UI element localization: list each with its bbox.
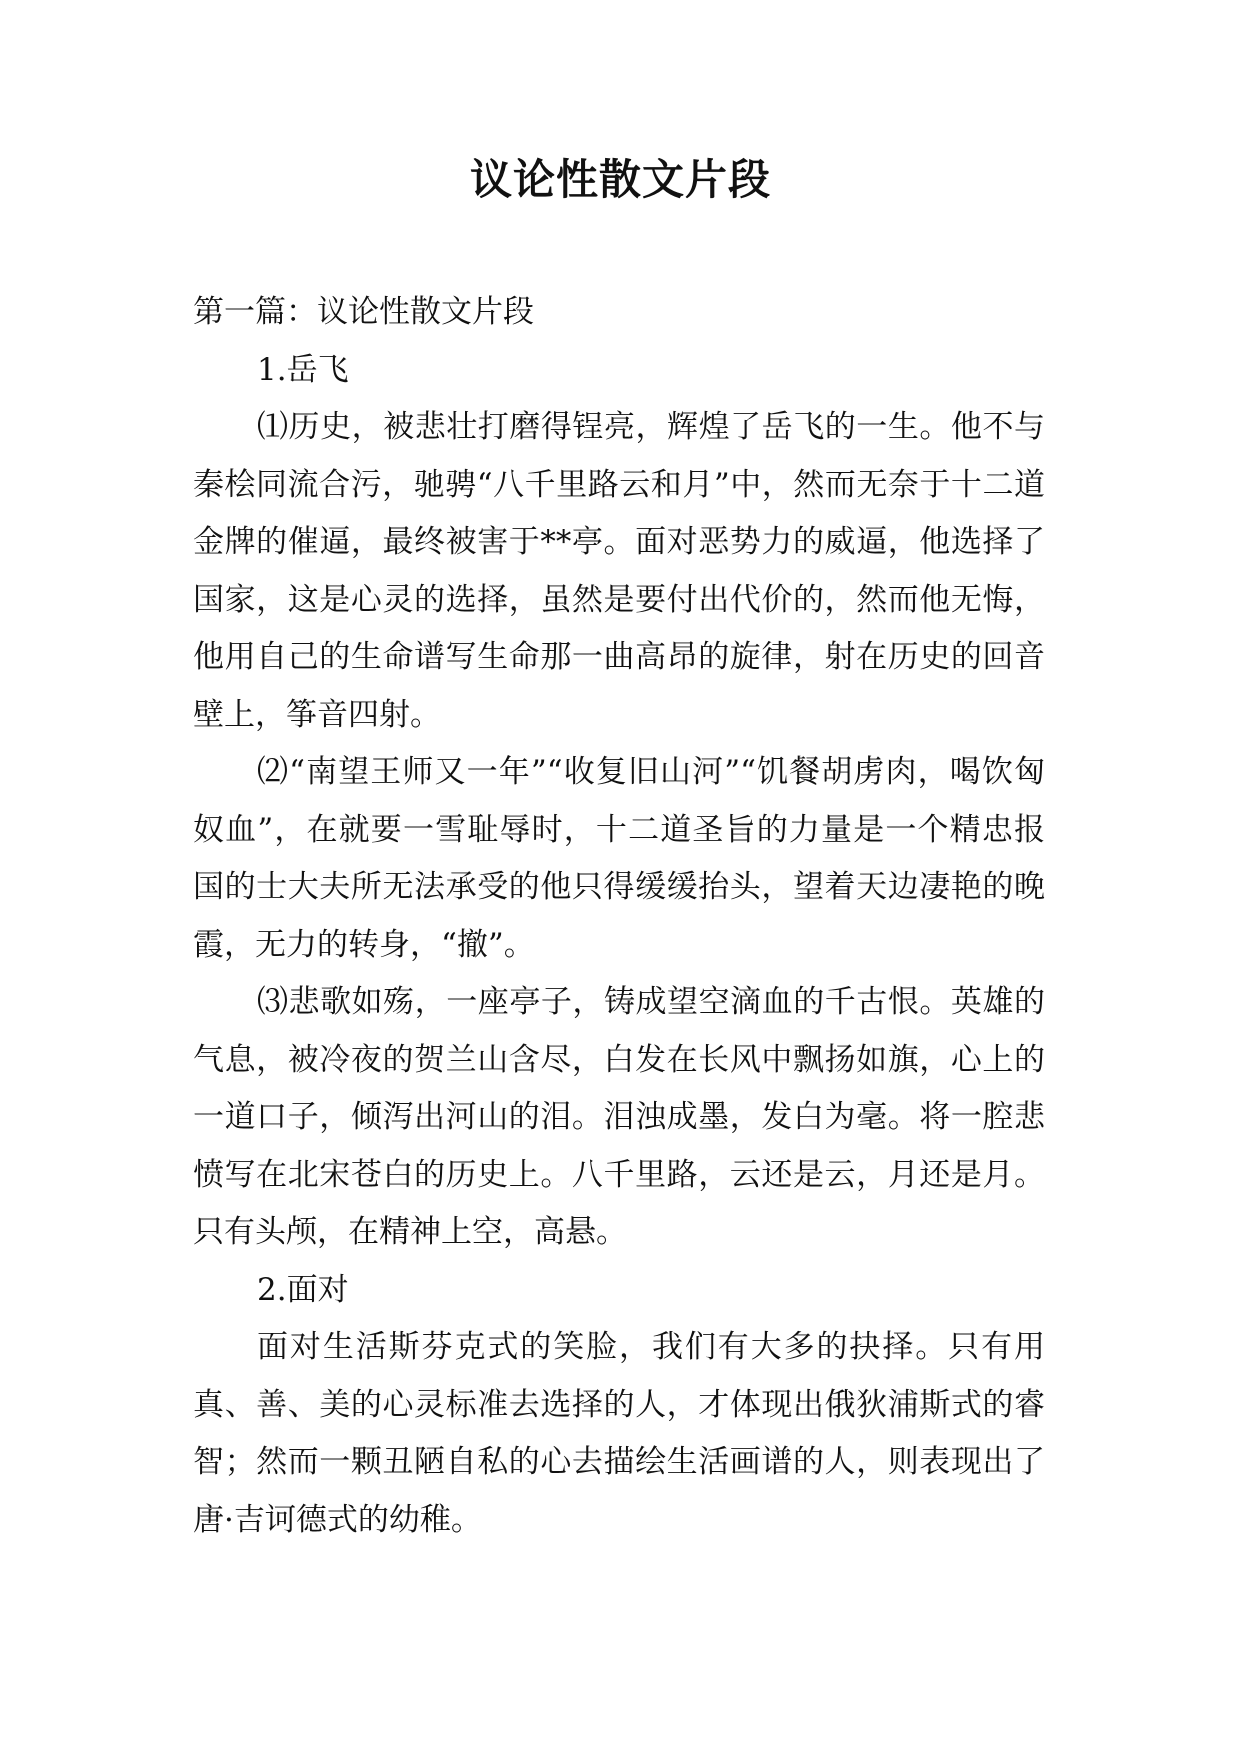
intro-heading: 第一篇：议论性散文片段 — [193, 294, 534, 330]
section-heading-yuefei: 1.岳飞 — [257, 351, 349, 388]
section-heading-mianduì: 2.面对 — [257, 1271, 349, 1308]
paragraph: 面对生活斯芬克式的笑脸，我们有大多的抉择。只有用真、善、美的心灵标准去选择的人，才体现出俄狄浦斯式的睿智；然而一颗丑陋自私的心去描绘生活画谱的人，则表现出了唐·吉诃德式的幼稚。 — [193, 1329, 1045, 1538]
paragraph: ⑵“南望王师又一年”“收复旧山河”“饥餐胡虏肉，喝饮匈奴血”，在就要一雪耻辱时，十二道圣旨的力量是一个精忠报国的士大夫所无法承受的他只得缓缓抬头，望着天边凄艳的晚霞，无力的转身，“撤”。 — [193, 754, 1045, 963]
document-body — [193, 284, 1045, 1549]
paragraph: ⑴历史，被悲壮打磨得锃亮，辉煌了岳飞的一生。他不与秦桧同流合污，驰骋“八千里路云和月”中，然而无奈于十二道金牌的催逼，最终被害于**亭。面对恶势力的威逼，他选择了国家，这是心灵的选择，虽然是要付出代价的，然而他无悔，他用自己的生命谱写生命那一曲高昂的旋律，射在历史的回音壁上，筝音四射。 — [193, 409, 1045, 733]
paragraph: ⑶悲歌如殇，一座亭子，铸成望空滴血的千古恨。英雄的气息，被冷夜的贺兰山含尽，白发在长风中飘扬如旗，心上的一道口子，倾泻出河山的泪。泪浊成墨，发白为毫。将一腔悲愤写在北宋苍白的历史上。八千里路，云还是云，月还是月。只有头颅，在精神上空，高悬。 — [193, 984, 1045, 1250]
page-title: 议论性散文片段 — [469, 155, 771, 204]
